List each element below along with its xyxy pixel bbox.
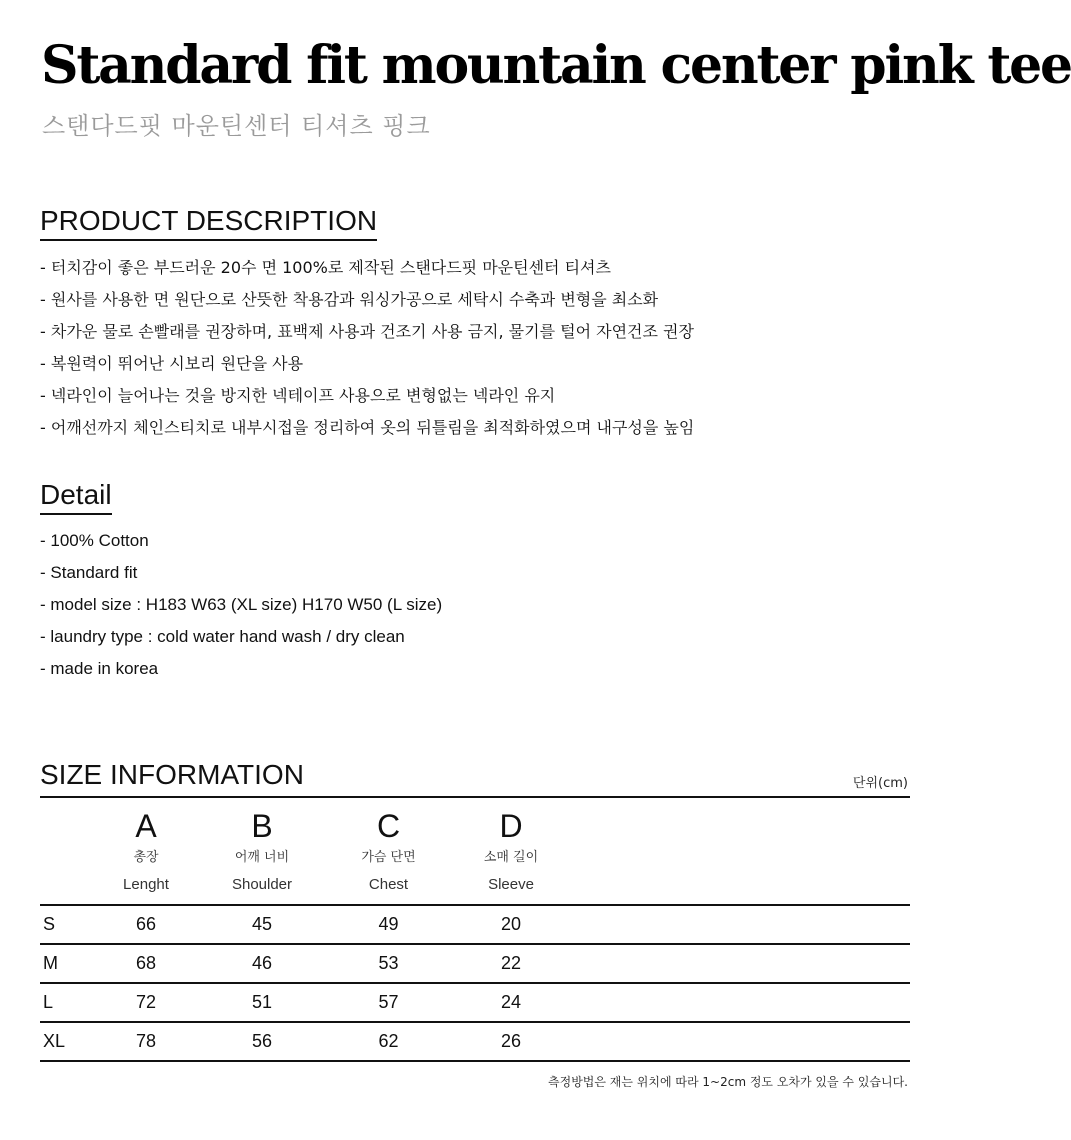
description-item: - 원사를 사용한 면 원단으로 산뜻한 착용감과 워싱가공으로 세탁시 수축과 변형을 최소화 — [40, 290, 659, 309]
table-row — [40, 905, 910, 944]
column-letter: B — [251, 808, 273, 844]
size-label: S — [43, 914, 56, 934]
table-row — [40, 983, 910, 1022]
size-value: 78 — [135, 1031, 157, 1051]
column-label-en: Shoulder — [231, 876, 293, 893]
size-value: 46 — [251, 953, 273, 973]
description-item: - 넥라인이 늘어나는 것을 방지한 넥테이프 사용으로 변형없는 넥라인 유지 — [40, 386, 556, 405]
product-title: Standard fit mountain center pink tee — [41, 35, 1071, 96]
column-label-kr: 총장 — [133, 850, 159, 865]
description-item: - 차가운 물로 손빨래를 권장하며, 표백제 사용과 건조기 사용 금지, 물기를 털어 자연건조 권장 — [40, 322, 694, 341]
row-filler — [562, 1022, 910, 1061]
measurement-note: 측정방법은 재는 위치에 따라 1~2cm 정도 오차가 있을 수 있습니다. — [548, 1075, 908, 1089]
size-value: 20 — [500, 914, 522, 934]
size-label: XL — [43, 1031, 66, 1051]
size-table-header — [40, 797, 910, 905]
row-filler — [562, 983, 910, 1022]
column-label-kr: 어깨 너비 — [234, 850, 290, 865]
size-value: 51 — [251, 992, 273, 1012]
product-description-list — [40, 252, 694, 444]
detail-item: - model size : H183 W63 (XL size) H170 W50 (L size) — [40, 595, 443, 614]
column-label-en: Sleeve — [488, 876, 534, 893]
column-b-header — [207, 797, 317, 905]
size-label: L — [43, 992, 54, 1012]
column-label-en: Lenght — [123, 876, 169, 893]
size-value: 68 — [135, 953, 157, 973]
size-information-heading: SIZE INFORMATION — [40, 759, 304, 790]
size-value: 62 — [378, 1031, 399, 1051]
description-item: - 터치감이 좋은 부드러운 20수 면 100%로 제작된 스탠다드핏 마운틴센터 티셔츠 — [40, 258, 611, 277]
description-item: - 복원력이 뛰어난 시보리 원단을 사용 — [40, 354, 304, 373]
row-filler — [562, 905, 910, 944]
column-letter: A — [135, 808, 157, 844]
column-a-header — [85, 797, 207, 905]
size-value: 26 — [500, 1031, 522, 1051]
column-letter: C — [376, 808, 401, 844]
table-row — [40, 944, 910, 983]
table-row — [40, 1022, 910, 1061]
detail-item: - made in korea — [40, 659, 159, 678]
row-filler — [562, 944, 910, 983]
column-letter: D — [499, 808, 523, 844]
column-label-en: Chest — [368, 876, 409, 893]
product-subtitle: 스탠다드핏 마운틴센터 티셔츠 핑크 — [42, 112, 431, 140]
size-value: 56 — [251, 1031, 273, 1051]
size-value: 49 — [378, 914, 399, 934]
size-header-filler — [562, 797, 910, 905]
size-value: 22 — [500, 953, 522, 973]
unit-label: 단위(cm) — [852, 776, 908, 791]
size-value: 24 — [500, 992, 522, 1012]
size-value: 45 — [251, 914, 273, 934]
column-d-header — [460, 797, 562, 905]
size-value: 53 — [378, 953, 399, 973]
detail-item: - Standard fit — [40, 563, 138, 582]
detail-heading: Detail — [40, 478, 112, 515]
size-value: 72 — [135, 992, 157, 1012]
size-header-blank — [40, 797, 85, 905]
size-value: 57 — [378, 992, 399, 1012]
size-table — [40, 796, 910, 1062]
detail-item: - laundry type : cold water hand wash / dry clean — [40, 627, 405, 646]
column-label-kr: 가슴 단면 — [361, 850, 416, 865]
detail-item: - 100% Cotton — [40, 531, 149, 550]
detail-list — [40, 525, 442, 685]
column-c-header — [317, 797, 460, 905]
description-item: - 어깨선까지 체인스티치로 내부시접을 정리하여 옷의 뒤틀림을 최적화하였으며 내구성을 높임 — [40, 418, 695, 437]
size-label: M — [43, 953, 58, 973]
product-description-heading: PRODUCT DESCRIPTION — [40, 204, 377, 241]
column-label-kr: 소매 길이 — [483, 850, 539, 865]
size-value: 66 — [135, 914, 157, 934]
